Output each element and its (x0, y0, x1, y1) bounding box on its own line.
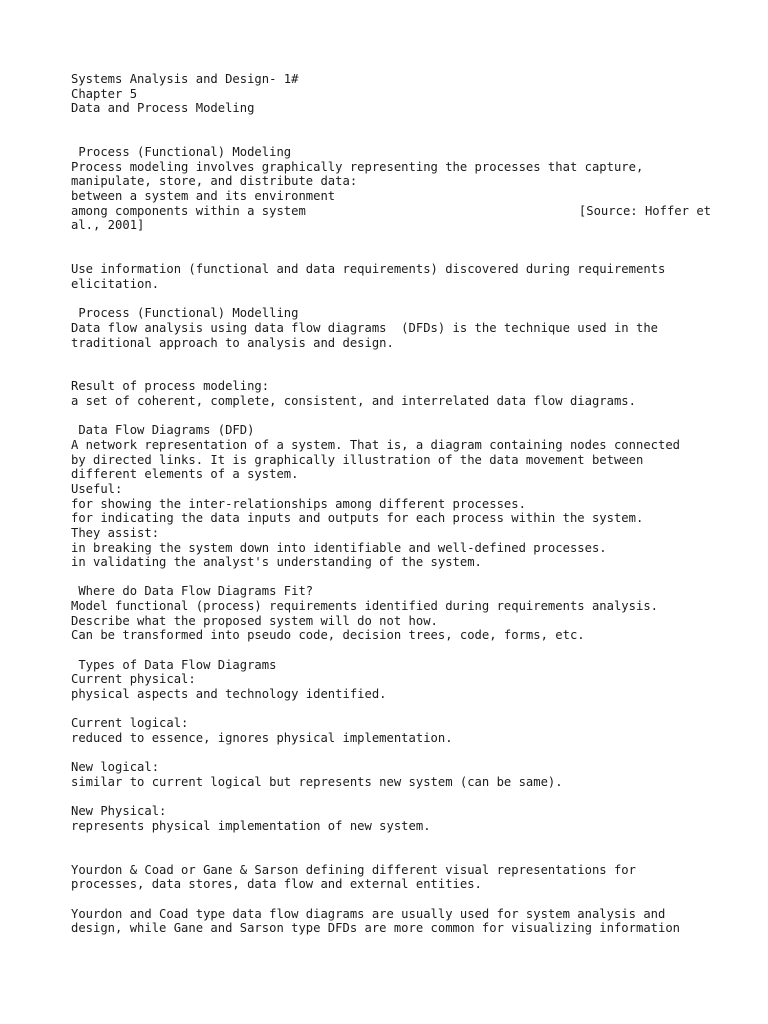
paragraph-line: elicitation. (71, 276, 160, 291)
spacer (71, 702, 711, 717)
process-modelling-heading: Process (Functional) Modelling (71, 306, 299, 321)
spacer (71, 350, 711, 365)
paragraph-line: Data flow analysis using data flow diagrams (DFDs) is the technique used in the (71, 320, 658, 335)
spacer (71, 248, 711, 263)
paragraph-line: Describe what the proposed system will do not how. (71, 613, 438, 628)
useful-label: Useful: (71, 481, 123, 496)
chapter-label: Chapter 5 (71, 86, 138, 101)
spacer (71, 833, 711, 848)
spacer (71, 892, 711, 907)
paragraph-line: in breaking the system down into identifiable and well-defined processes. (71, 540, 607, 555)
paragraph-line: Can be transformed into pseudo code, decision trees, code, forms, etc. (71, 628, 585, 643)
paragraph-line: processes, data stores, data flow and external entities. (71, 877, 482, 892)
assist-label: They assist: (71, 525, 160, 540)
type-label: New Physical: (71, 804, 167, 819)
paragraph-line: for indicating the data inputs and outputs for each process within the system. (71, 511, 644, 526)
course-title: Systems Analysis and Design- 1# (71, 72, 299, 86)
type-description: physical aspects and technology identified. (71, 686, 387, 701)
chapter-topic: Data and Process Modeling (71, 101, 255, 116)
paragraph-line: between a system and its environment (71, 189, 336, 204)
paragraph-line: traditional approach to analysis and design. (71, 335, 394, 350)
spacer (71, 116, 711, 131)
paragraph-text: among components within a system (71, 203, 306, 218)
type-label: New logical: (71, 760, 160, 775)
source-citation: [Source: Hoffer et (578, 203, 711, 218)
result-heading: Result of process modeling: (71, 379, 270, 394)
spacer (71, 643, 711, 658)
type-description: represents physical implementation of new system. (71, 818, 431, 833)
document-page (71, 72, 711, 936)
type-label: Current physical: (71, 672, 196, 687)
paragraph-line: Process modeling involves graphically representing the processes that capture, (71, 159, 644, 174)
paragraph-line: different elements of a system. (71, 467, 299, 482)
dfd-types-heading: Types of Data Flow Diagrams (71, 657, 277, 672)
spacer (71, 848, 711, 863)
paragraph-line: Use information (functional and data requirements) discovered during requirements (71, 262, 666, 277)
paragraph-line: in validating the analyst's understanding of the system. (71, 555, 482, 570)
paragraph-line: A network representation of a system. That is, a diagram containing nodes connected (71, 438, 681, 453)
spacer (71, 131, 711, 146)
spacer (71, 292, 711, 307)
spacer (71, 789, 711, 804)
paragraph-line: Yourdon and Coad type data flow diagrams are usually used for system analysis and (71, 906, 666, 921)
type-description: reduced to essence, ignores physical implementation. (71, 730, 453, 745)
paragraph-line: Yourdon & Coad or Gane & Sarson defining different visual representations for (71, 862, 636, 877)
dfd-fit-heading: Where do Data Flow Diagrams Fit? (71, 584, 314, 599)
spacer (71, 745, 711, 760)
paragraph-line: for showing the inter-relationships among different processes. (71, 496, 526, 511)
paragraph-line: design, while Gane and Sarson type DFDs are more common for visualizing information (71, 921, 681, 936)
paragraph-line: manipulate, store, and distribute data: (71, 174, 358, 189)
process-modeling-heading: Process (Functional) Modeling (71, 145, 292, 160)
paragraph-line: Model functional (process) requirements identified during requirements analysis. (71, 599, 658, 614)
type-label: Current logical: (71, 716, 189, 731)
paragraph-line-with-citation (71, 204, 711, 219)
spacer (71, 570, 711, 585)
dfd-heading: Data Flow Diagrams (DFD) (71, 423, 255, 438)
paragraph-line: by directed links. It is graphically illustration of the data movement between (71, 452, 644, 467)
spacer (71, 409, 711, 424)
spacer (71, 233, 711, 248)
type-description: similar to current logical but represents new system (can be same). (71, 774, 563, 789)
paragraph-line: a set of coherent, complete, consistent, and interrelated data flow diagrams. (71, 394, 636, 409)
spacer (71, 365, 711, 380)
source-citation-continued: al., 2001] (71, 218, 145, 233)
